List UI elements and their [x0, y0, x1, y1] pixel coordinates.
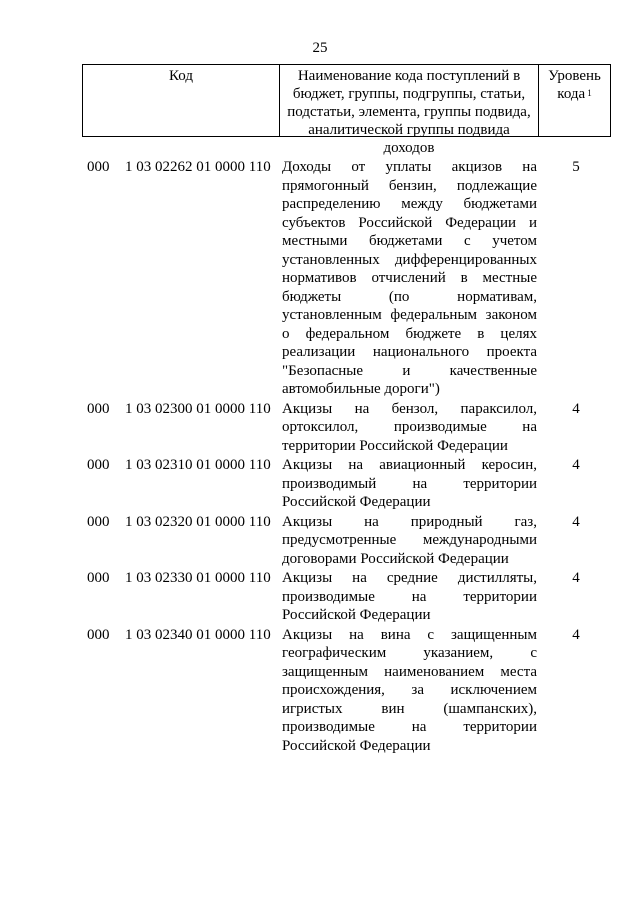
table-row	[0, 158, 640, 399]
row-level: 4	[572, 513, 580, 530]
row-level: 4	[572, 400, 580, 417]
row-name: Акцизы на бензол, параксилол, ортоксилол, производимые на территории Российской Федерации	[282, 400, 537, 454]
row-prefix: 000	[87, 457, 110, 473]
row-level: 4	[572, 626, 580, 643]
row-name: Доходы от уплаты акцизов на прямогонный бензин, подлежащие распределению между бюджетами субъектов Российской Федерации и местными бюджетами с учетом установленных дифференцированных нормативов отчислений в местные бюджеты (по нормативам, установленным федеральным законом о федеральном бюджете в целях реализации национального проекта "Безопасные и качественные автомобильные дороги")	[282, 159, 537, 397]
row-level: 4	[572, 570, 580, 586]
row-name: Акцизы на средние дистилляты, производимые на территории Российской Федерации	[282, 570, 537, 623]
row-prefix: 000	[87, 626, 110, 643]
table-body	[0, 158, 640, 756]
table-row	[0, 569, 640, 625]
row-prefix: 000	[87, 570, 110, 586]
row-code: 1 03 02262 01 0000 110	[125, 159, 271, 175]
table-row	[0, 626, 640, 756]
header-level-footnote: 1	[587, 88, 592, 98]
table-row	[0, 456, 640, 512]
row-code: 1 03 02320 01 0000 110	[125, 513, 271, 530]
row-code: 1 03 02330 01 0000 110	[125, 570, 271, 586]
table-row	[0, 400, 640, 456]
row-prefix: 000	[87, 159, 110, 175]
row-name: Акцизы на авиационный керосин, производимый на территории Российской Федерации	[282, 457, 537, 510]
row-prefix: 000	[87, 513, 110, 530]
row-prefix: 000	[87, 400, 110, 417]
row-level: 5	[572, 159, 580, 175]
header-level	[539, 65, 610, 136]
page-number: 25	[312, 40, 328, 56]
header-name: Наименование кода поступлений в бюджет, группы, подгруппы, статьи, подстатьи, элемента, группы подвида, аналитической группы подвида доходов	[280, 65, 539, 136]
header-code: Код	[83, 65, 280, 136]
header-level-label: Уровень кода	[548, 68, 601, 102]
row-code: 1 03 02340 01 0000 110	[125, 626, 271, 643]
table-header	[82, 64, 611, 156]
table-row	[0, 513, 640, 569]
row-level: 4	[572, 457, 580, 473]
row-code: 1 03 02300 01 0000 110	[125, 400, 271, 417]
row-name: Акцизы на природный газ, предусмотренные международными договорами Российской Федерации	[282, 513, 537, 567]
row-name: Акцизы на вина с защищенным географическим указанием, с защищенным наименованием места происхождения, за исключением игристых вин (шампанских), производимые на территории Российской Федерации	[282, 626, 537, 754]
row-code: 1 03 02310 01 0000 110	[125, 457, 271, 473]
